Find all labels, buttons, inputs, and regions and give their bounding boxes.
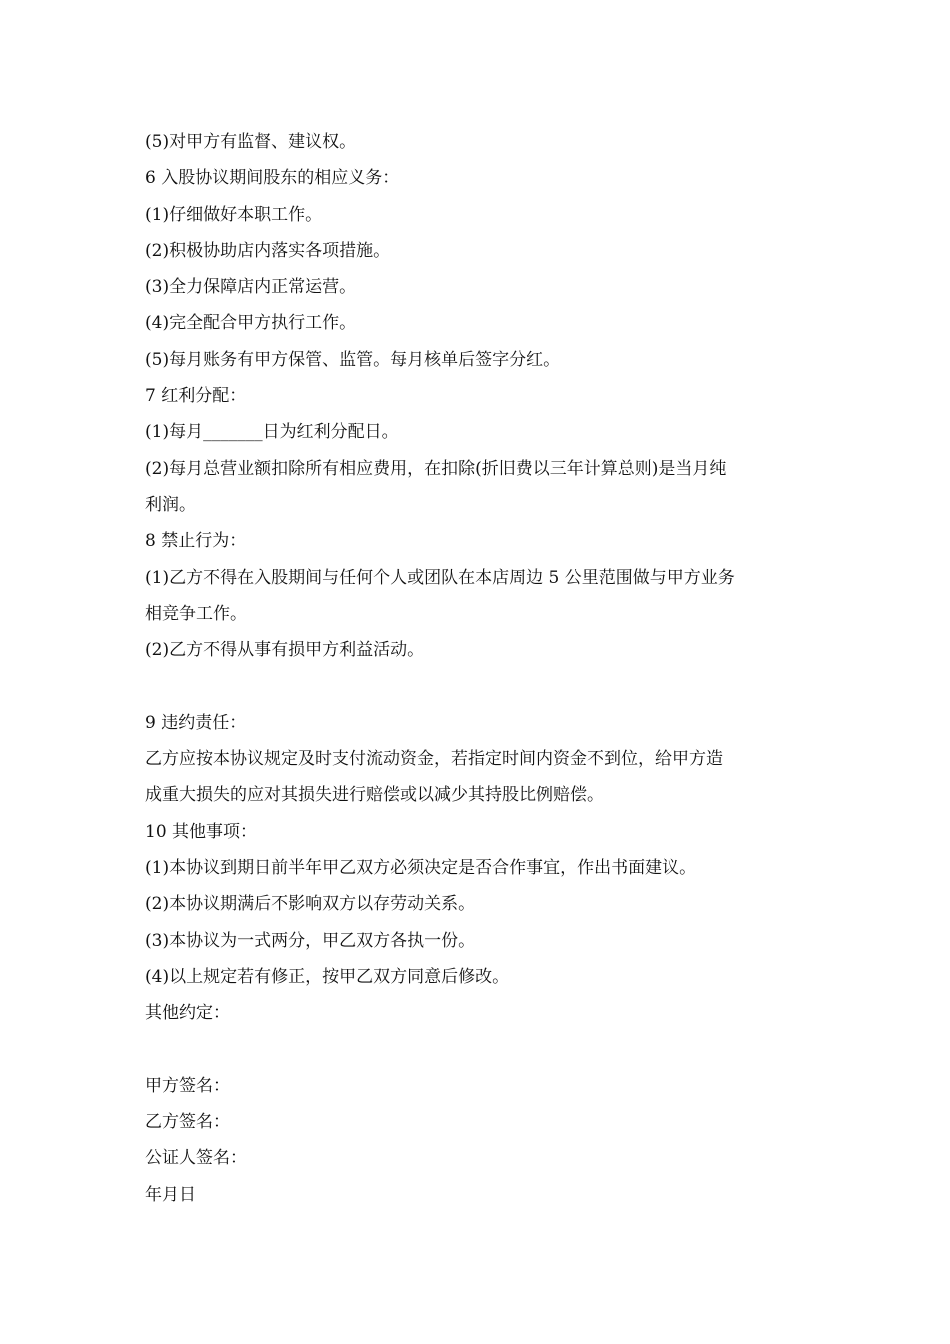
text-line: (5)对甲方有监督、建议权。 (145, 132, 357, 152)
text-line: (2)乙方不得从事有损甲方利益活动。 (145, 640, 425, 661)
text-line: 利润。 (145, 494, 196, 515)
text-line: 成重大损失的应对其损失进行赔偿或以减少其持股比例赔偿。 (145, 785, 604, 806)
text-line: (1)乙方不得在入股期间与任何个人或团队在本店周边 5 公里范围做与甲方业务 (145, 567, 735, 588)
text-line: (2)每月总营业额扣除所有相应费用，在扣除(折旧费以三年计算总则)是当月纯 (145, 458, 727, 479)
text-line: 相竞争工作。 (145, 603, 247, 624)
document-body (145, 124, 835, 1213)
party-a-signature-label: 甲方签名： (145, 1075, 230, 1096)
text-line: (4)完全配合甲方执行工作。 (145, 313, 357, 334)
section-heading: 10 其他事项： (145, 821, 258, 842)
text-line: (2)本协议期满后不影响双方以存劳动关系。 (145, 894, 476, 915)
text-line: (1)每月_______日为红利分配日。 (145, 422, 399, 443)
section-heading: 8 禁止行为： (145, 531, 247, 552)
party-b-signature-label: 乙方签名： (145, 1112, 230, 1133)
section-heading: 6 入股协议期间股东的相应义务： (145, 168, 400, 189)
blank-line (145, 1031, 835, 1067)
text-line: (3)本协议为一式两分，甲乙双方各执一份。 (145, 930, 476, 951)
text-line: (2)积极协助店内落实各项措施。 (145, 240, 391, 261)
blank-line (145, 668, 835, 704)
text-line: (1)仔细做好本职工作。 (145, 204, 323, 225)
text-line: (1)本协议到期日前半年甲乙双方必须决定是否合作事宜，作出书面建议。 (145, 857, 697, 878)
section-heading: 7 红利分配： (145, 386, 247, 407)
text-line: (4)以上规定若有修正，按甲乙双方同意后修改。 (145, 966, 510, 987)
text-line: (3)全力保障店内正常运营。 (145, 277, 357, 298)
other-agreements-label: 其他约定： (145, 1003, 230, 1024)
date-label: 年月日 (145, 1184, 196, 1205)
notary-signature-label: 公证人签名： (145, 1148, 247, 1169)
text-line: (5)每月账务有甲方保管、监管。每月核单后签字分红。 (145, 349, 561, 370)
text-line: 乙方应按本协议规定及时支付流动资金，若指定时间内资金不到位，给甲方造 (145, 749, 723, 770)
section-heading: 9 违约责任： (145, 712, 247, 733)
